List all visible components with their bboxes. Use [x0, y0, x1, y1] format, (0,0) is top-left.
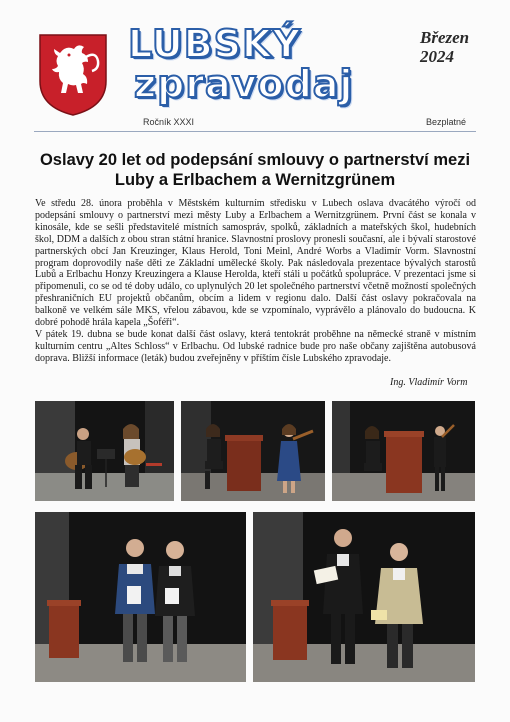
- issue-year: 2024: [420, 47, 454, 66]
- issue-month: Březen: [420, 28, 470, 47]
- masthead-title-line2: zpravodaj: [134, 62, 354, 106]
- article-paragraph: Ve středu 28. února proběhla v Městském kulturním středisku v Lubech oslava dvacátého výročí od podepsání smlouvy o partnerství mezi městy Luby a Erlbachem a Wernitzgrünem. První část se konala v kinosále, kde se sešli představitelé místních samospráv, spolků, základních a mateřských škol, hudebních škol, DDM a dalších z obou stran státní hranice. Slavnostní proslovy pronesli současní, ale i bývalí starostové partnerských obcí Jan Kreuzinger, Klaus Herold, Toni Meinl, André Worbs a Vladimír Vorm. Slavnostní program doprovodily naše děti ze Základní umělecké školy. Pak následovala prezentace bývalých starostů Lubů a Erlbachu Honzy Kreuzingera a Klause Herolda, kteří stáli u počátků spolupráce. V prezentaci jsme si připomenuli, co se od té doby událo, co uplynulých 20 let společného partnerství včetně možností společných přeshraničních EU projektů občanům, obcím a lidem v regionu dalo. Další část oslavy pokračovala na balkoně ve velkém sále MKS, vřelou zábavou, kde se vzpomínalo, vyprávělo a plánovalo do budoucna. K dobré pohodě hrála kapela „Šoféři“.: [35, 198, 476, 329]
- event-photo-presentation: [253, 512, 475, 682]
- volume-label: Ročník XXXI: [143, 117, 195, 127]
- event-photo-speakers: [35, 512, 246, 682]
- masthead-divider: [34, 131, 476, 132]
- article-signature: Ing. Vladimír Vorm: [390, 377, 468, 388]
- article-paragraph: V pátek 19. dubna se bude konat další část oslavy, která tentokrát proběhne na německé straně v místním kulturním centru „Altes Schloss“ v Erlbachu. Od lubské radnice bude pro naše občany zajištěna autobusová doprava. Bližší informace (leták) budou zveřejněny v příštím čísle Lubského zpravodaje.: [35, 328, 476, 364]
- article-body: [35, 198, 476, 365]
- lion-crest-icon: [38, 33, 108, 117]
- event-photo-guitars: [35, 401, 174, 501]
- event-photo-recital: [332, 401, 475, 501]
- masthead-title-line1: LUBSKÝ: [128, 22, 302, 66]
- article-headline: Oslavy 20 let od podepsání smlouvy o partnerství mezi Luby a Erlbachem a Wernitzgrünem: [39, 151, 471, 189]
- event-photo-piano-violin: [181, 401, 325, 501]
- price-label: Bezplatné: [426, 117, 467, 127]
